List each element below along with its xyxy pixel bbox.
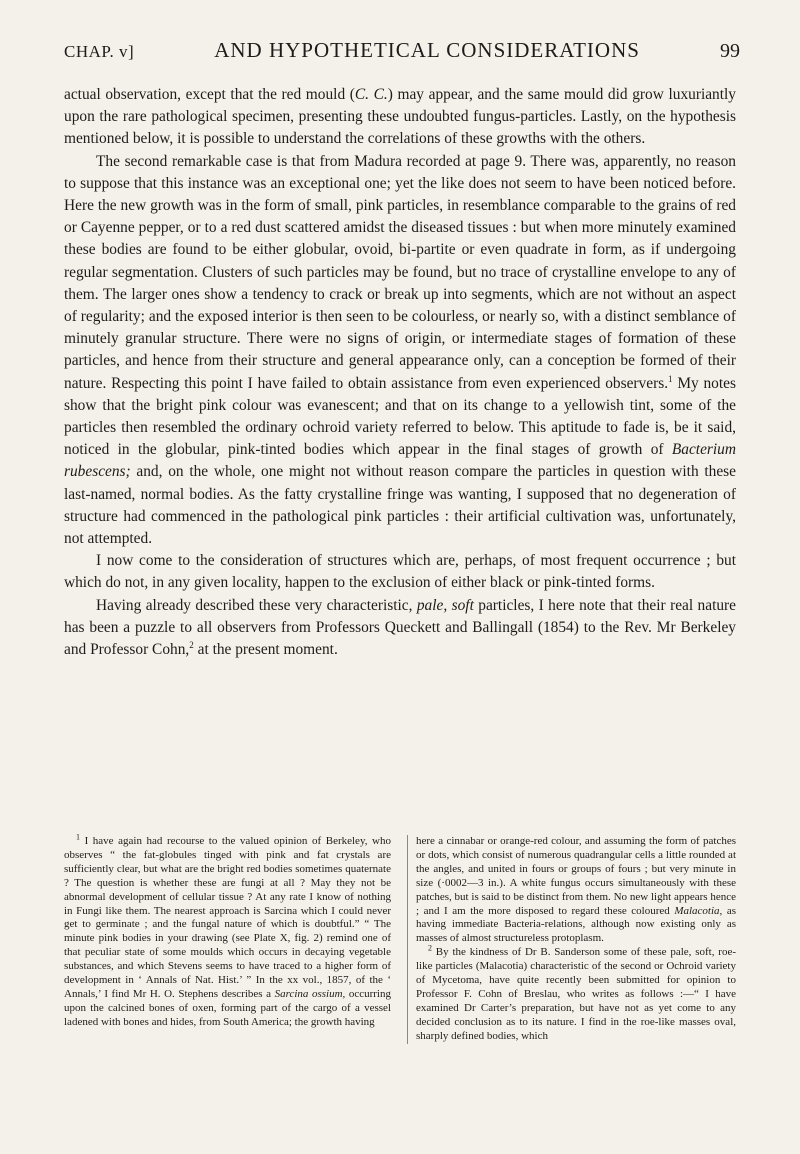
footnote-1: $^1$ I have again had recourse to the valued opinion of Berkeley, who observes “ the fat-globules tinged with pink and fat crystals are sufficiently clear, but what are the bright red bodies sometimes quaternate ? The question is whether these are fungi at all ? May they not be abnormal development of cellular tissue ? At any rate I know of nothing in Fungi like them. The nearest approach is Sarcina which I could never get to germinate ; and the fungal nature of which is doubtful.” “ The minute pink bodies in your drawing (see Plate X, fig. 2) remind one of that peculiar state of some moulds which occurs in decaying vegetable substances, and which Stevens seems to have traced to a higher form of development in ‘ Annals of Nat. Hist.’ ” In the xx vol., 1857, of the ‘ Annals,’ I find Mr H. O. Stephens describes a Sarcina ossium, occurring upon the calcined bones of oxen, forming part of the cargo of a vessel ladened with bones and hides, from South America; the growth having: [64, 832, 391, 1028]
footnote-2: $^2$ By the kindness of Dr B. Sanderson some of these pale, soft, roe-like particles (Malacotia) characteristic of the second or Ochroid variety of Mycetoma, have quite recently been submitted for opinion to Professor F. Cohn of Breslau, who writes as follows :—“ I have examined Dr Carter’s preparation, but have not as yet come to any decided conclusion as to its nature. I find in the roe-like masses oval, sharply defined bodies, which: [416, 943, 736, 1042]
paragraph-1: actual observation, except that the red mould (C. C.) may appear, and the same mould did grow luxuriantly upon the rare pathological specimen, presenting these undoubted fungus-particles. Lastly, on the hypothesis mentioned below, it is possible to understand the correlations of these growths with the others.: [64, 86, 737, 148]
page-number: 99: [720, 40, 740, 62]
footnote-column-right: [407, 835, 736, 1044]
main-text: [64, 84, 736, 661]
footnotes: [64, 832, 737, 1044]
running-title: AND HYPOTHETICAL CONSIDERATIONS: [214, 38, 640, 62]
footnote-marker-1: 1: [76, 832, 80, 842]
footnote-1-continued: here a cinnabar or orange-red colour, and assuming the form of patches or dots, which consist of numerous quadrangular cells a little rounded at the angles, and united in fours or groups of fours ; but very minute in size (·0002—3 in.). A white fungus occurs simultaneously with these patches, but is said to be distinct from them. No new light appears hence ; and I am the more disposed to regard these coloured Malacotia, as having immediate Bacteria-relations, although now existing only as masses of almost structureless protoplasm.: [416, 835, 737, 945]
paragraph-2: The second remarkable case is that from Madura recorded at page 9. There was, apparently, no reason to suppose that this instance was an exceptional one; yet the like does not seem to have been noticed before. Here the new growth was in the form of small, pink particles, in resemblance comparable to the grains of red or Cayenne pepper, or to a red dust scattered amidst the diseased tissues : but when more minutely examined these bodies are found to be either globular, ovoid, bi-partite or even quadrate in form, as if undergoing regular segmentation. Clusters of such particles may be found, but no trace of crystalline envelope to any of them. The larger ones show a tendency to crack or break up into segments, which are not without an aspect of regularity; and the exposed interior is then seen to be colourless, or nearly so, with a distinct semblance of minutely granular structure. There were no signs of origin, or intermediate stages of formation of these particles, and hence from their structure and general appearance only, can a conception be formed of their nature. Respecting this point I have failed to obtain assistance from even experienced observers.$^1$ My notes show that the bright pink colour was evanescent; and that on its change to a yellowish tint, some of the particles then resembled the ordinary ochroid variety referred to below. This aptitude to fade is, be it said, noticed in the globular, pink-tinted bodies which appear in the final stages of growth of Bacterium rubescens; and, on the whole, one might not without reason compare the particles in question with these last-named, normal bodies. As the fatty crystalline fringe was wanting, I supposed that no degeneration of structure had commenced in the pathological pink particles : their artificial cultivation was, unfortunately, not attempted.: [64, 152, 736, 548]
footnote-ref-1: 1: [668, 373, 673, 384]
footnote-ref-2: 2: [189, 639, 194, 650]
paragraph-4: Having already described these very characteristic, pale, soft particles, I here note that their real nature has been a puzzle to all observers from Professors Queckett and Ballingall (1854) to the Rev. Mr Berkeley and Professor Cohn,$^2$ at the present moment.: [64, 596, 736, 659]
running-header: [64, 38, 740, 63]
footnote-column-left: [64, 832, 391, 1044]
paragraph-3: I now come to the consideration of structures which are, perhaps, of most frequent occurrence ; but which do not, in any given locality, happen to the exclusion of either black or pink-tinted forms.: [64, 552, 736, 592]
chapter-label: CHAP. v]: [64, 42, 135, 61]
footnote-marker-2: 2: [428, 943, 432, 953]
